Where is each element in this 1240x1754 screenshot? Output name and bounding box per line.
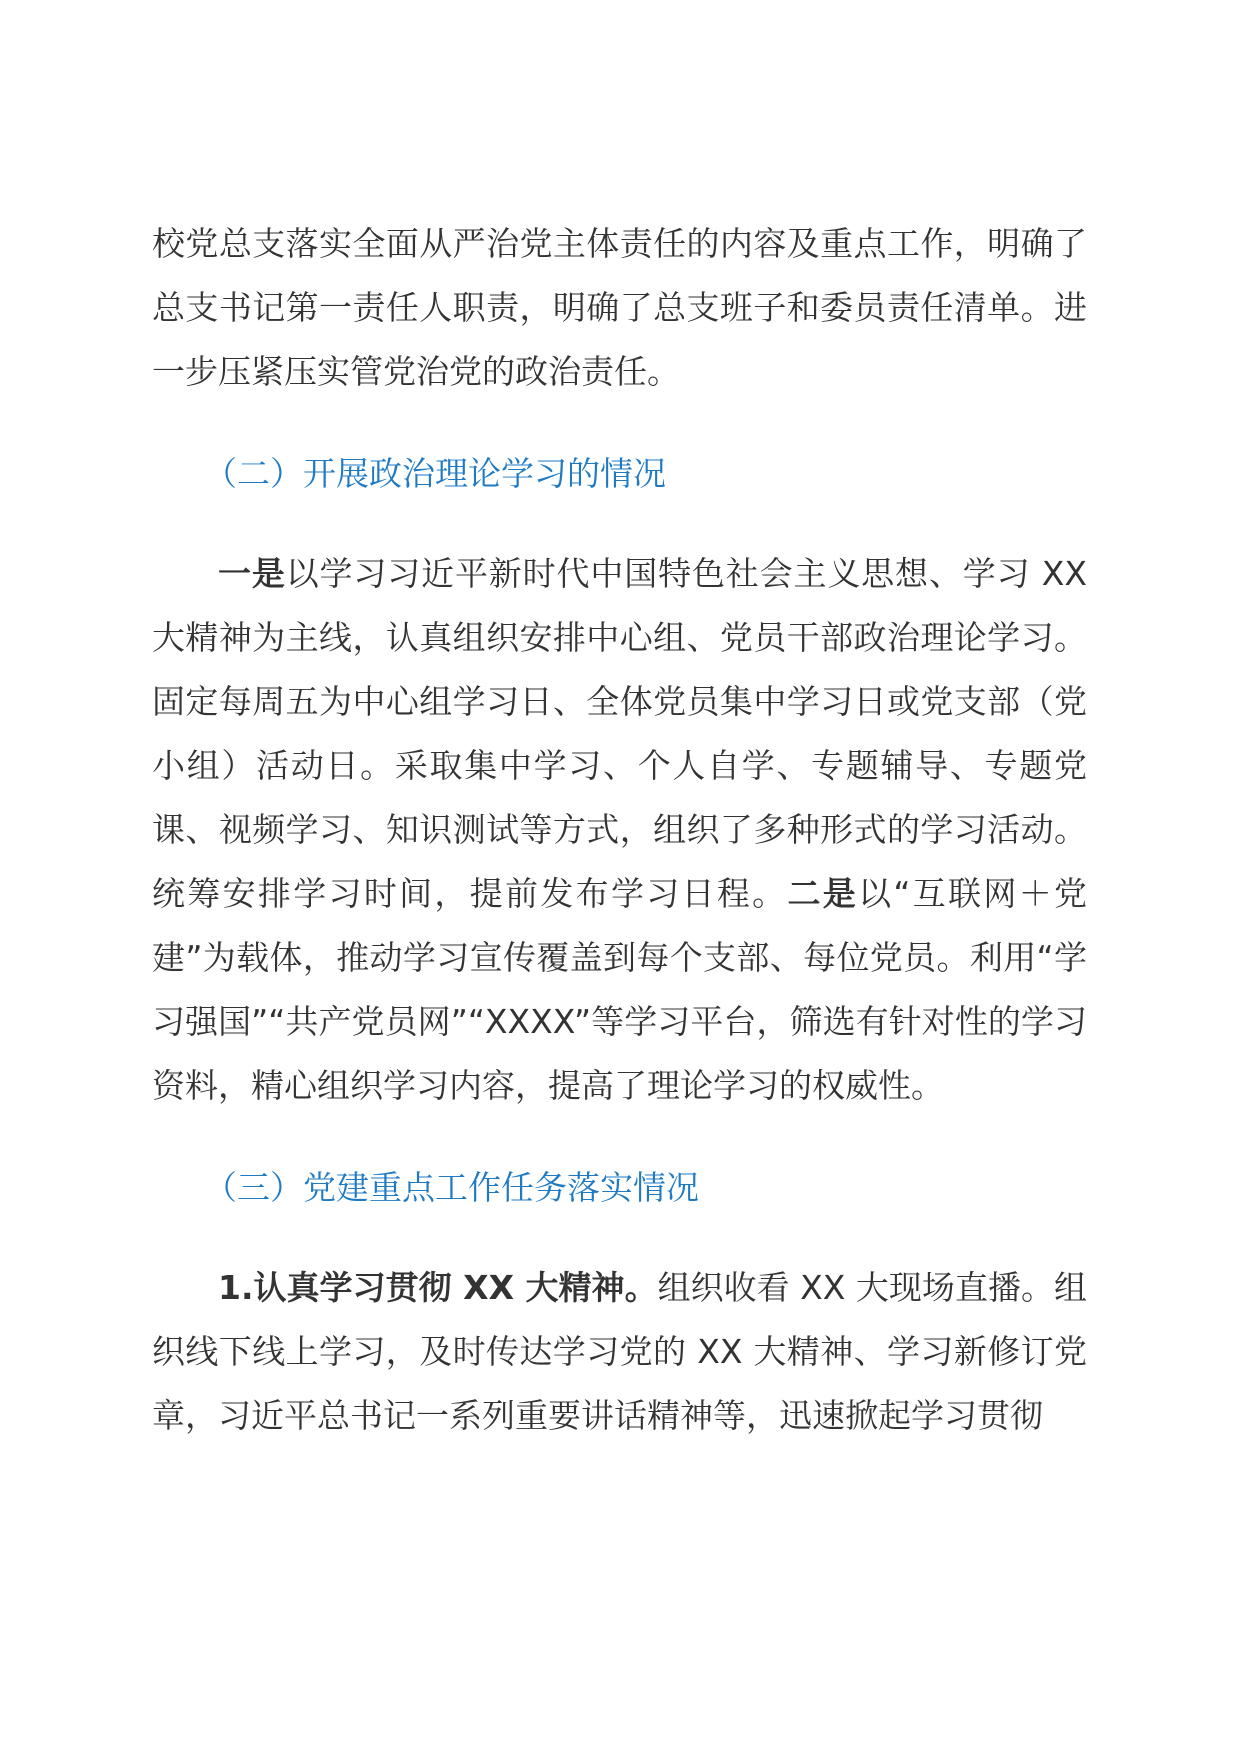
document-body [152,212,1087,1448]
section-heading-theory-study: （二）开展政治理论学习的情况 [204,454,666,493]
paragraph-text: 校党总支落实全面从严治党主体责任的内容及重点工作，明确了总支书记第一责任人职责，明确了总支班子和委员责任清单。进一步压紧压实管党治党的政治责任。 [152,224,1087,391]
lead-first: 一是 [218,554,286,593]
paragraph-responsibility [152,212,1087,404]
paragraph-text: 组织收看 XX 大现场直播。组织线下线上学习，及时传达学习党的 XX 大精神、学习新修订党章，习近平总书记一系列重要讲话精神等，迅速掀起学习贯彻 [152,1268,1087,1435]
paragraph-theory-study [152,542,1087,1118]
paragraph-text: 以“互联网＋党建”为载体，推动学习宣传覆盖到每个支部、每位党员。利用“学习强国”“共产党员网”“XXXX”等学习平台，筛选有针对性的学习资料，精心组织学习内容，提高了理论学习的权威性。 [152,874,1087,1105]
paragraph-key-tasks [152,1256,1087,1448]
section-heading-key-tasks: （三）党建重点工作任务落实情况 [204,1168,699,1207]
lead-second: 二是 [787,874,859,913]
paragraph-text: 以学习习近平新时代中国特色社会主义思想、学习 XX 大精神为主线，认真组织安排中心组、党员干部政治理论学习。固定每周五为中心组学习日、全体党员集中学习日或党支部（党小组）活动日。采取集中学习、个人自学、专题辅导、专题党课、视频学习、知识测试等方式，组织了多种形式的学习活动。统筹安排学习时间，提前发布学习日程。 [152,554,1087,913]
lead-item-1: 1.认真学习贯彻 XX 大精神。 [218,1268,658,1307]
